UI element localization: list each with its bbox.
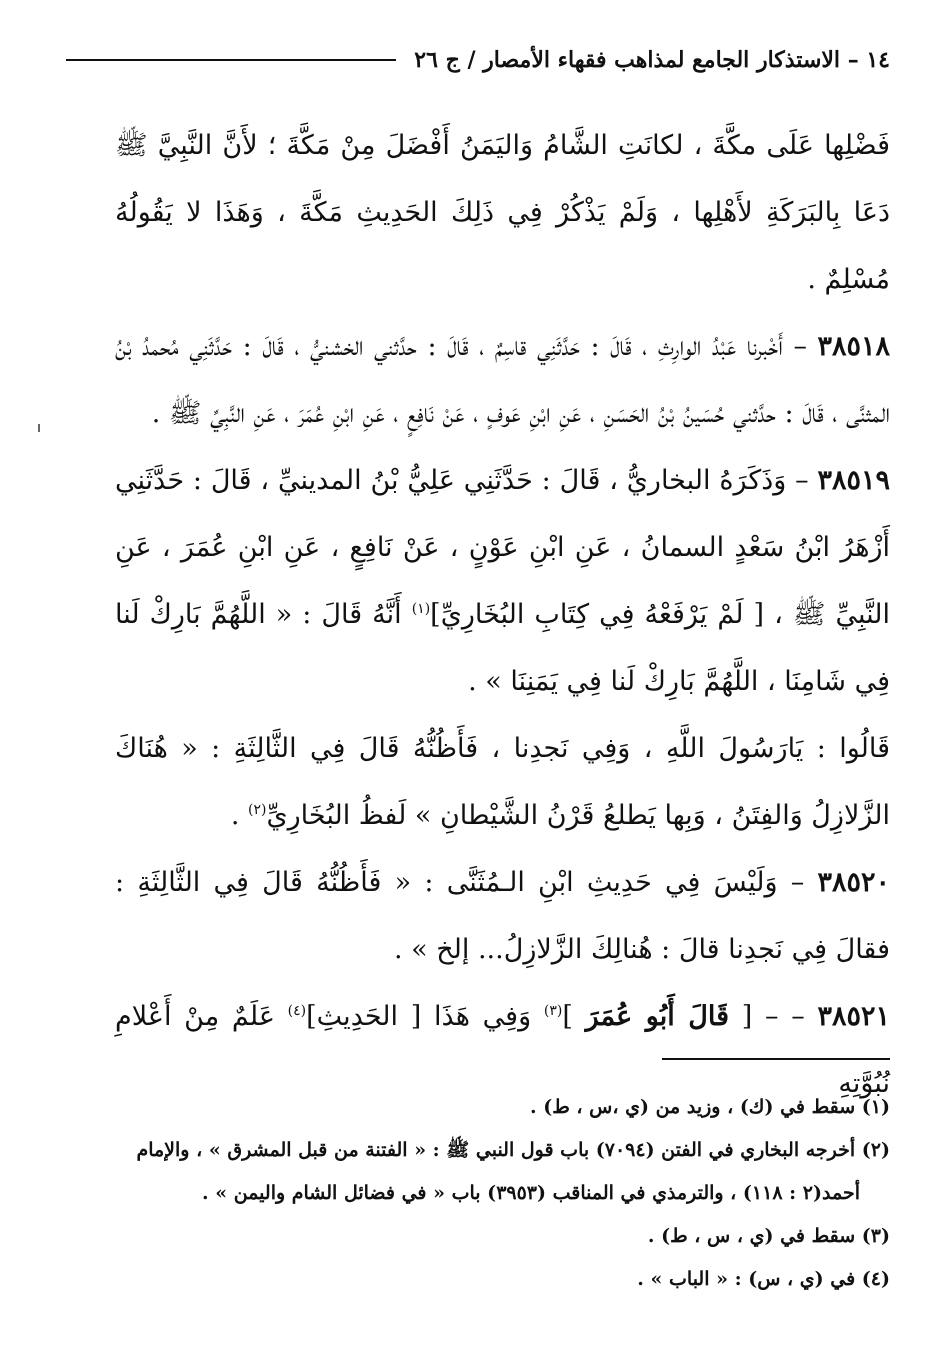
footnote-ref-3: (٣) <box>543 1003 563 1019</box>
text-line-1: فَضْلِها عَلَى مكَّةَ ، لكانَتِ الشَّامُ وَاليَمَنُ أَفْضَلَ مِنْ مَكَّةَ ؛ لأَنَّ النَّبِيَّ ﷺ دَعَا بِالبَرَكَةِ <box>115 130 890 228</box>
footnote-ref-2: (٢) <box>248 802 267 818</box>
hadith-text-cont: أَنَّهُ قَالَ : « اللَّهُمَّ بَارِكْ لَنا فِي شَامِنَا ، اللَّهُمَّ بَارِكْ لَنا فِي يَمَنِنَا » . <box>115 599 890 697</box>
header-title: ١٤ – الاستذكار الجامع لمذاهب فقهاء الأمصار / ج ٢٦ <box>414 47 890 73</box>
text-line-2: لأَهْلِها ، وَلَمْ يَذْكُرْ فِي ذَلِكَ الحَدِيثِ مَكَّةَ ، وَهَذَا لا يَقُولُهُ مُسْلِمٌ . <box>115 197 890 295</box>
footnotes <box>115 1086 890 1301</box>
hadith-number: ٣٨٥١٩ <box>817 465 890 496</box>
footnote-2: (٢) أخرجه البخاري في الفتن (٧٠٩٤) باب قول النبي ﷺ : « الفتنة من قبل المشرق » ، والإمام <box>136 1139 890 1161</box>
hadith-text: وَفِي هَذَا [ الحَدِيثِ] <box>306 1001 544 1032</box>
hadith-text: – أَخْبرنا عَبْدُ الوارِثِ ، قَالَ : حَدَّثَنِي قاسِمٌ ، قَالَ : حدَّثني الخشنيُّ ، قَالَ : حَدَّثَنِي مُحمدُ بْنُ المثنَّى ، قَالَ : حدَّثني حُسَينُ بْنُ الحَسَنِ ، عَنِ ابْنِ عَوفٍ ، عَنْ نَافِعٍ ، عَنِ ابْنِ عُمَرَ ، عَنِ النَّبِيِّ ﷺ . <box>115 331 890 429</box>
continued-line <box>115 112 890 313</box>
hadith-number: ٣٨٥٢١ <box>817 1001 890 1032</box>
narration-paragraph <box>115 715 890 849</box>
hadith-text: – وَذَكَرَهُ البخاريُّ ، قَالَ : حَدَّثَنِي عَلِيُّ بْنُ المدينيِّ ، قَالَ : حَدَّثَنِي أَزْهَرُ ابْنُ سَعْدٍ السمانُ ، عَنِ ابْنِ عَوْنٍ ، عَنْ نَافِعٍ ، عَنِ ابْنِ عُمَرَ ، عَنِ النَّبِيِّ ﷺ ، [ لَمْ يَرْفَعْهُ فِي كِتَابِ البُخَارِيِّ] <box>115 465 890 630</box>
header-rule <box>66 59 396 61</box>
hadith-text-cont: عَلَمٌ مِنْ أَعْلامِ نُبُوَّتِهِ <box>115 1001 890 1099</box>
main-text <box>115 112 890 1117</box>
bracket-open: – – [ <box>729 1001 818 1032</box>
footnote-ref-4: (٤) <box>287 1003 307 1019</box>
hadith-38518 <box>115 313 890 447</box>
footnote-4: (٤) في (ي ، س) : « الباب » . <box>637 1268 890 1290</box>
hadith-text: – وَلَيْسَ فِي حَدِيثِ ابْنِ الـمُثَنَّى : « فَأَظُنُّهُ قَالَ فِي الثَّالِثَةِ : فقالَ فِي نَجدِنا قالَ : هُنالِكَ الزَّلازِلُ... إلخ » . <box>115 867 890 965</box>
author-attribution: قَالَ أَبُو عُمَرَ <box>585 1001 730 1032</box>
footnote-1: (١) سقط في (ك) ، وزيد من (ي ،س ، ط) . <box>530 1096 890 1118</box>
footnote-3: (٣) سقط في (ي ، س ، ط) . <box>647 1225 890 1247</box>
hadith-38519 <box>115 447 890 715</box>
narration-end: . <box>230 800 249 831</box>
hadith-number: ٣٨٥١٨ <box>817 331 890 362</box>
narration-text: قَالُوا : يَارَسُولَ اللَّهِ ، وَفِي نَجدِنا ، فَأَظُنُّهُ قَالَ فِي الثَّالِثَةِ : « هُنَاكَ الزَّلازِلُ وَالفِتَنُ ، وَبِها يَطلعُ قَرْنُ الشَّيْطانِ » لَفظُ البُخَارِيِّ <box>115 733 890 831</box>
hadith-number: ٣٨٥٢٠ <box>817 867 890 898</box>
bracket-close: ] <box>562 1001 586 1032</box>
footnote-ref-1: (١) <box>411 601 431 617</box>
footnote-2-cont: أحمد(٢ : ١١٨) ، والترمذي في المناقب (٣٩٥٣) باب « في فضائل الشام واليمن » . <box>202 1182 860 1204</box>
running-header <box>60 40 890 80</box>
footnote-separator <box>662 1058 890 1060</box>
margin-mark <box>38 424 40 432</box>
hadith-38520 <box>115 849 890 983</box>
